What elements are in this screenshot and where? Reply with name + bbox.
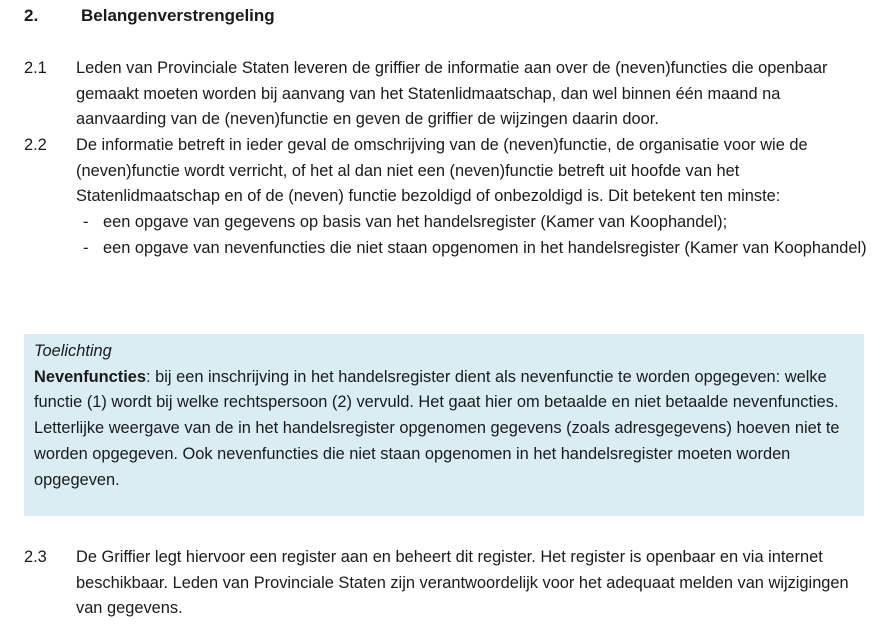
clause-2-3 — [24, 545, 874, 622]
clause-2-1 — [24, 56, 874, 133]
section-number: 2. — [24, 6, 39, 25]
clause-number: 2.2 — [24, 136, 47, 154]
explanation-text: : bij een inschrijving in het handelsregister dient als nevenfunctie te worden opgegeven: welke functie (1) wordt bij welke rechtspersoon (2) vervuld. Het gaat hier om betaalde en niet betaalde nevenfuncties. Letterlijke weergave van de in het handelsregister opgenomen gegevens (zoals adresgegevens) hoeven niet te worden opgegeven. Ook nevenfuncties die niet staan opgenomen in het handelsregister moeten worden opgegeven. — [34, 367, 840, 489]
clause-text: Leden van Provinciale Staten leveren de griffier de informatie aan over de (neven)functies die openbaar gemaakt moeten worden bij aanvang van het Statenlidmaatschap, dan wel binnen één maand na aanvaarding van de (neven)functie en geven de griffier de wijzingen daarin door. — [76, 59, 828, 129]
explanation-body — [34, 365, 854, 494]
clause-list — [76, 210, 874, 261]
explanation-title: Toelichting — [34, 342, 112, 360]
clause-2-2 — [24, 133, 874, 262]
clause-text: De informatie betreft in ieder geval de omschrijving van de (neven)functie, de organisatie voor wie de (neven)functie wordt verricht, of het al dan niet een (neven)functie betreft uit hoofde van het Statenlidmaatschap en of de (neven) functie bezoldigd of onbezoldigd is. Dit betekent ten minste: — [76, 136, 808, 206]
section-title: Belangenverstrengeling — [81, 6, 275, 25]
explanation-term: Nevenfuncties — [34, 367, 147, 386]
list-item-text: een opgave van nevenfuncties die niet staan opgenomen in het handelsregister (Kamer van Koophandel) — [103, 238, 867, 257]
list-item — [76, 210, 874, 236]
explanation-box — [24, 334, 864, 516]
clause-number: 2.3 — [24, 548, 47, 566]
list-item-text: een opgave van gegevens op basis van het handelsregister (Kamer van Koophandel); — [103, 213, 728, 232]
list-dash: - — [83, 238, 89, 257]
list-item — [76, 236, 874, 262]
clause-number: 2.1 — [24, 59, 47, 77]
section-heading — [24, 5, 275, 27]
clause-text: De Griffier legt hiervoor een register aan en beheert dit register. Het register is openbaar en via internet beschikbaar. Leden van Provinciale Staten zijn verantwoordelijk voor het adequaat melden van wijzigingen van gegevens. — [76, 548, 849, 618]
list-dash: - — [83, 213, 89, 232]
